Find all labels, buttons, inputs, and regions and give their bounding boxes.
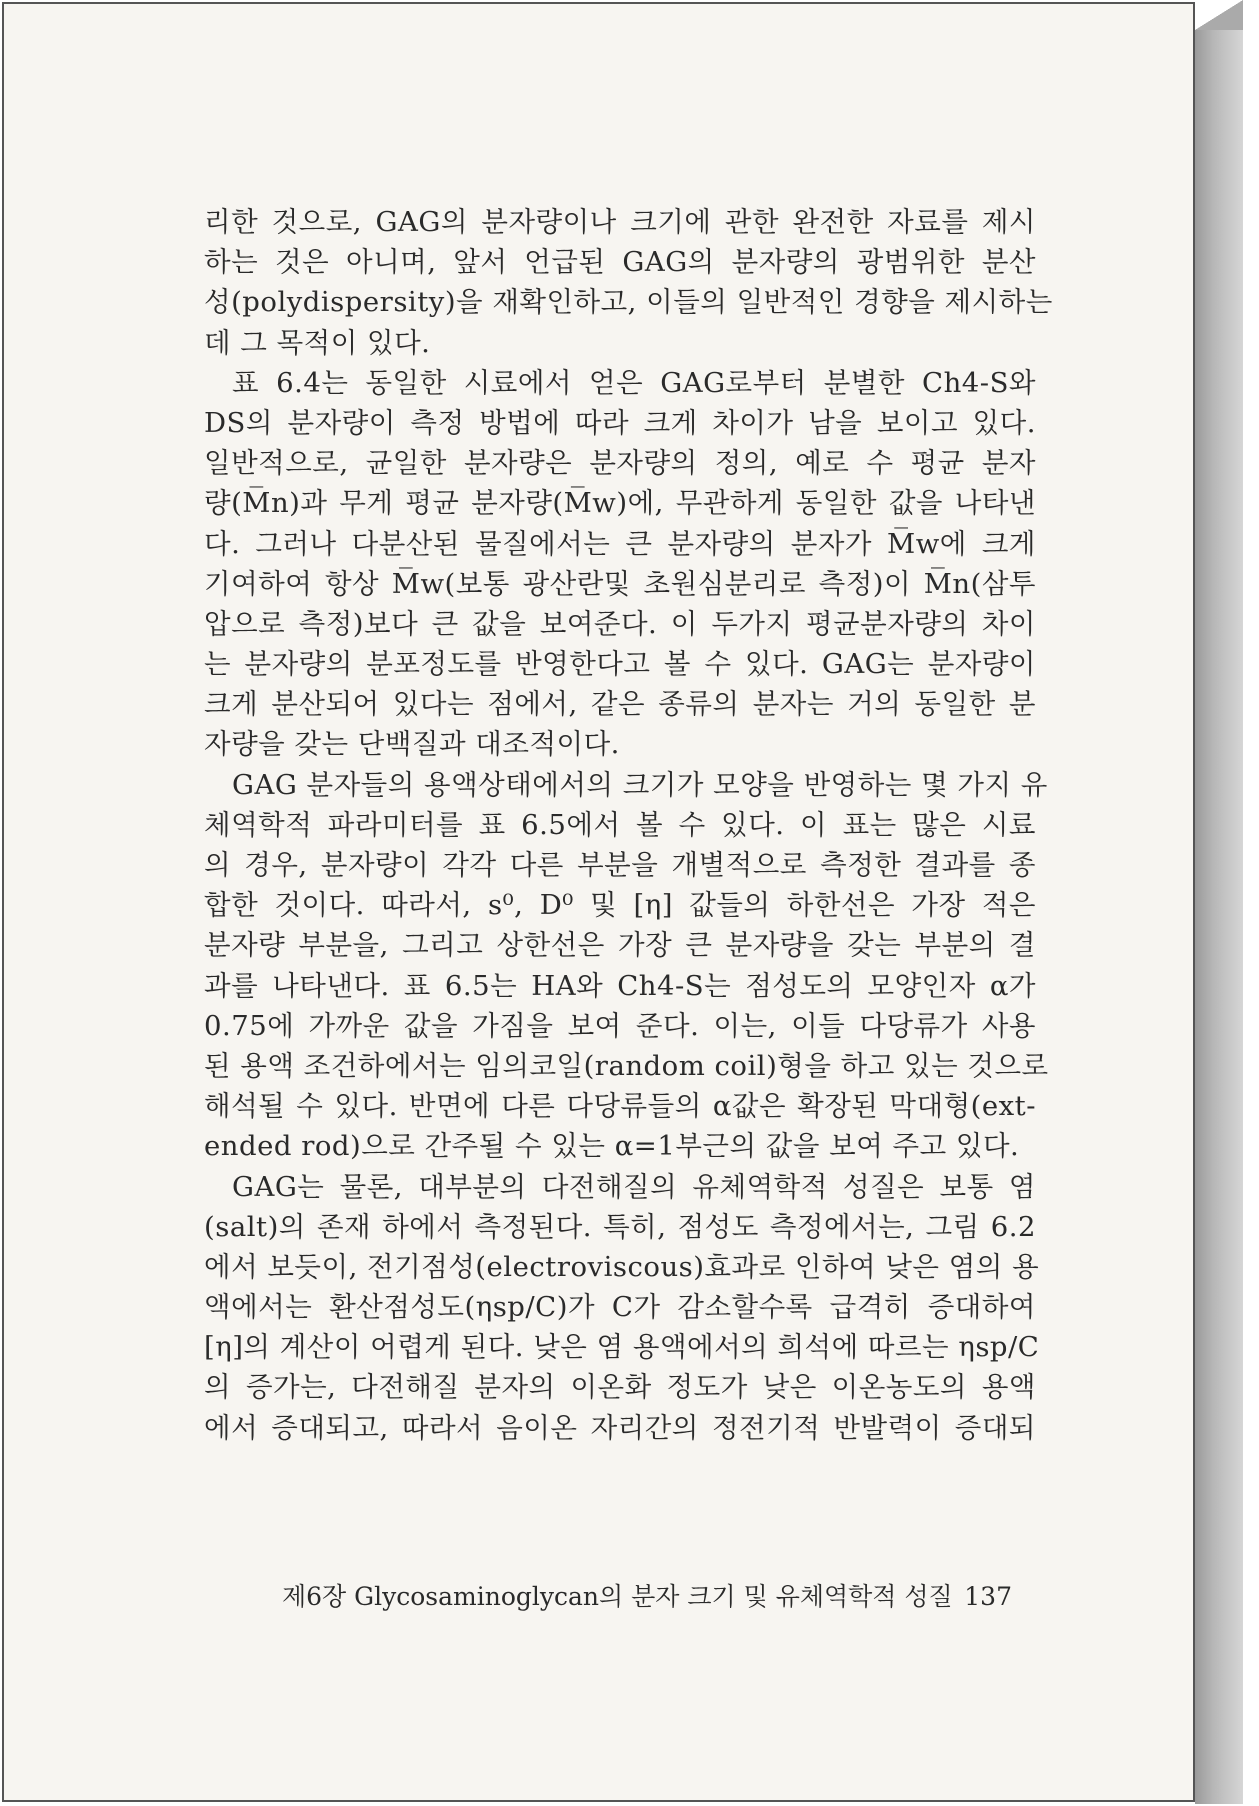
paragraph-3 [204, 765, 1049, 1167]
page-number: 137 [964, 1582, 1012, 1611]
text-line: 기여하여 항상 M̅w(보통 광산란및 초원심분리로 측정)이 M̅n(삼투 [204, 567, 1036, 600]
text-line: 분자량 부분을, 그리고 상한선은 가장 큰 분자량을 갖는 부분의 결 [204, 929, 1036, 962]
text-line: 합한 것이다. 따라서, s⁰, D⁰ 및 [η] 값들의 하한선은 가장 적은 [204, 889, 1036, 922]
text-line: 데 그 목적이 있다. [204, 326, 431, 359]
text-line: 크게 분산되어 있다는 점에서, 같은 종류의 분자는 거의 동일한 분 [204, 688, 1036, 721]
text-line: ended rod)으로 간주될 수 있는 α=1부근의 값을 보여 주고 있다. [204, 1130, 1020, 1163]
text-line: [η]의 계산이 어렵게 된다. 낮은 염 용액에서의 희석에 따르는 ηsp/C [204, 1331, 1040, 1364]
text-line: GAG는 물론, 대부분의 다전해질의 유체역학적 성질은 보통 염 [232, 1170, 1036, 1203]
text-line: 의 증가는, 다전해질 분자의 이온화 정도가 낮은 이온농도의 용액 [204, 1371, 1036, 1404]
paragraph-1 [204, 202, 1053, 363]
page-edge-shadow [1195, 8, 1243, 1804]
page-corner-fold [1195, 0, 1243, 30]
paragraph-4 [204, 1167, 1040, 1448]
running-footer [282, 1579, 1012, 1615]
text-line: 일반적으로, 균일한 분자량은 분자량의 정의, 예로 수 평균 분자 [204, 447, 1036, 480]
text-line: 에서 증대되고, 따라서 음이온 자리간의 정전기적 반발력이 증대되 [204, 1411, 1036, 1444]
text-line: 하는 것은 아니며, 앞서 언급된 GAG의 분자량의 광범위한 분산 [204, 246, 1036, 279]
body-text [204, 202, 1053, 1448]
text-line: 압으로 측정)보다 큰 값을 보여준다. 이 두가지 평균분자량의 차이 [204, 607, 1036, 640]
text-line: (salt)의 존재 하에서 측정된다. 특히, 점성도 측정에서는, 그림 6.2 [204, 1210, 1036, 1243]
text-line: 자량을 갖는 단백질과 대조적이다. [204, 728, 620, 761]
text-line: 다. 그러나 다분산된 물질에서는 큰 분자량의 분자가 M̅w에 크게 [204, 527, 1036, 560]
text-line: 표 6.4는 동일한 시료에서 얻은 GAG로부터 분별한 Ch4-S와 [232, 366, 1036, 399]
text-line: 된 용액 조건하에서는 임의코일(random coil)형을 하고 있는 것으로 [204, 1049, 1049, 1082]
text-line: 0.75에 가까운 값을 가짐을 보여 준다. 이는, 이들 다당류가 사용 [204, 1009, 1036, 1042]
text-line: 해석될 수 있다. 반면에 다른 다당류들의 α값은 확장된 막대형(ext- [204, 1090, 1036, 1123]
text-line: 에서 보듯이, 전기점성(electroviscous)효과로 인하여 낮은 염의 용 [204, 1250, 1040, 1283]
text-line: 리한 것으로, GAG의 분자량이나 크기에 관한 완전한 자료를 제시 [204, 206, 1036, 238]
text-line: 성(polydispersity)을 재확인하고, 이들의 일반적인 경향을 제시하는 [204, 286, 1053, 319]
text-line: 체역학적 파라미터를 표 6.5에서 볼 수 있다. 이 표는 많은 시료 [204, 808, 1036, 841]
text-line: 는 분자량의 분포정도를 반영한다고 볼 수 있다. GAG는 분자량이 [204, 648, 1036, 681]
text-line: GAG 분자들의 용액상태에서의 크기가 모양을 반영하는 몇 가지 유 [232, 768, 1048, 801]
text-line: DS의 분자량이 측정 방법에 따라 크게 차이가 남을 보이고 있다. [204, 406, 1036, 439]
text-line: 액에서는 환산점성도(ηsp/C)가 C가 감소할수록 급격히 증대하여 [204, 1291, 1036, 1324]
chapter-title: 제6장 Glycosaminoglycan의 분자 크기 및 유체역학적 성질 [282, 1582, 953, 1611]
text-line: 의 경우, 분자량이 각각 다른 부분을 개별적으로 측정한 결과를 종 [204, 849, 1036, 881]
text-line: 량(M̅n)과 무게 평균 분자량(M̅w)에, 무관하게 동일한 값을 나타낸 [204, 487, 1036, 520]
paragraph-2 [204, 363, 1036, 765]
text-line: 과를 나타낸다. 표 6.5는 HA와 Ch4-S는 점성도의 모양인자 α가 [204, 969, 1036, 1002]
